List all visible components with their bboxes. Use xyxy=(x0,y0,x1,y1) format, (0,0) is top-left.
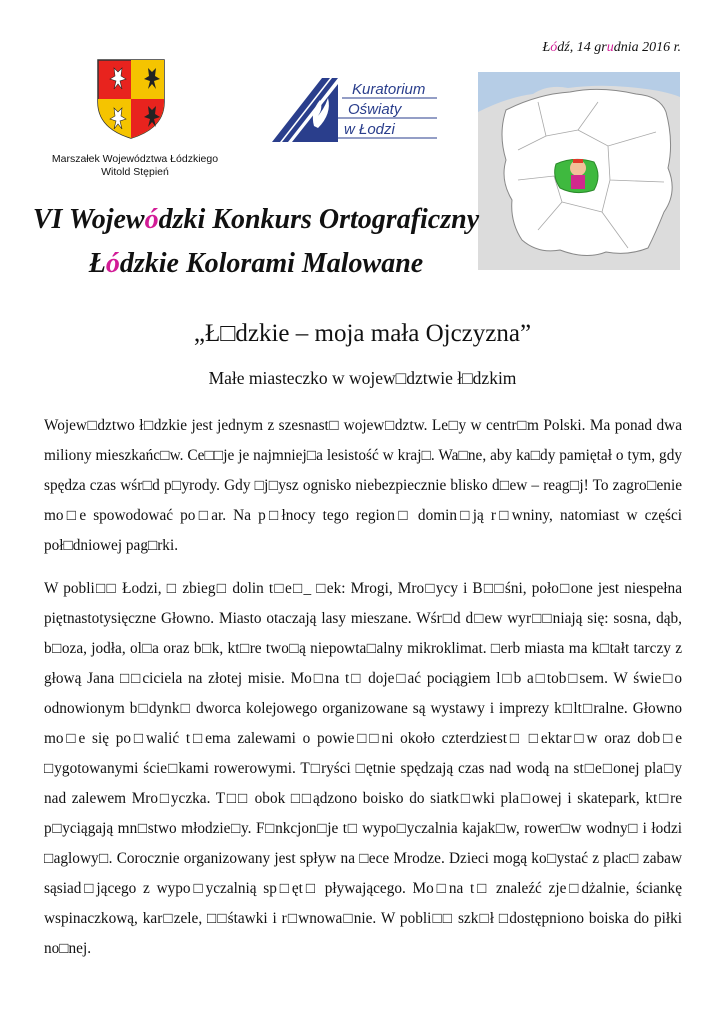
paragraph-2 xyxy=(44,574,682,964)
marshal-name-line: Marszałek Województwa Łódzkiego xyxy=(51,153,219,165)
kuratorium-line3: w Łodzi xyxy=(344,121,395,138)
essay-subtitle: Małe miasteczko w wojew□dztwie ł□dzkim xyxy=(208,368,517,388)
marshal-person-line: Witold Stępień xyxy=(101,166,169,178)
paragraph-1-text: Wojew□dztwo ł□dzkie jest jednym z szesnast□ wojew□dztw. Le□y w centr□m Polski. Ma ponad dwa miliony mieszkańc□w. Ce□□je je najmniej□a lesistość w kraj□. Wa□ne, aby ka□dy pamiętał o tym, gdy spędza czas wśr□d p□yrody. Gdy □j□ysz ognisko niebezpiecznie blisko d□ew – reag□j! To zagro□enie mo□e spowodować po□ar. Na p□łnocy tego region□ domin□ją r□wniny, natomiast w części poł□dniowej pag□rki. xyxy=(44,417,682,554)
contest-title: VI Wojewódzki Konkurs Ortograficzny xyxy=(32,204,480,235)
lodz-voivodeship-coat-of-arms xyxy=(96,58,166,140)
document-date: Łódź, 14 grudnia 2016 r. xyxy=(542,40,681,55)
contest-subtitle: Łódzkie Kolorami Malowane xyxy=(88,248,424,279)
marshal-caption xyxy=(40,153,230,179)
poland-map-image xyxy=(478,72,680,270)
kuratorium-line1: Kuratorium xyxy=(352,81,426,98)
essay-title: „Ł□dzkie – moja mała Ojczyzna” xyxy=(193,320,532,347)
paragraph-2-text: W pobli□□ Łodzi, □ zbieg□ dolin t□e□_ □ek: Mrogi, Mro□ycy i B□□śni, poło□one jest niespełna piętnastotysięczne Głowno. Miasto otaczają lasy mieszane. Wśr□d d□ew wyr□□niają się: sosna, dąb, b□oza, jodła, ol□a oraz b□k, kt□re two□ą niepowta□alny mikroklimat. □erb miasta ma k□tałt tarczy z głową Jana □□ciciela na złotej misie. Mo□na t□ doje□ać pociągiem l□b a□tob□sem. W świe□o odnowionym b□dynk□ dworca kolejowego organizowane są wystawy i imprezy k□lt□ralne. Głowno mo□e się po□walić t□ema zalewami o powie□□ni około czterdziest□ □ektar□w oraz dob□e □ygotowanymi ście□kami rowerowymi. T□ryści □ętnie spędzają czas nad wodą na st□e□onej pla□y nad zalewem Mro□yczka. T□□ obok □□ądzono boisko do siatk□wki pla□owej i skatepark, kt□re p□yciągają mn□stwo młodzie□y. F□nkcjon□je t□ wypo□yczalnia kajak□w, rower□w wodny□ i łodzi □aglowy□. Corocznie organizowany jest spływ na □ece Mrodze. Dzieci mogą ko□ystać z plac□ zabaw sąsiad□jącego z wypo□yczalnią sp□ęt□ pływającego. Mo□na t□ znaleźć zje□dżalnie, ściankę wspinaczkową, kar□zele, □□śtawki i r□wnowa□nie. W pobli□□ szk□ł □dostępniono boiska do piłki no□nej. xyxy=(44,580,682,957)
paragraph-1 xyxy=(44,411,682,561)
kuratorium-line2: Oświaty xyxy=(348,101,402,118)
kuratorium-logo xyxy=(272,74,437,144)
